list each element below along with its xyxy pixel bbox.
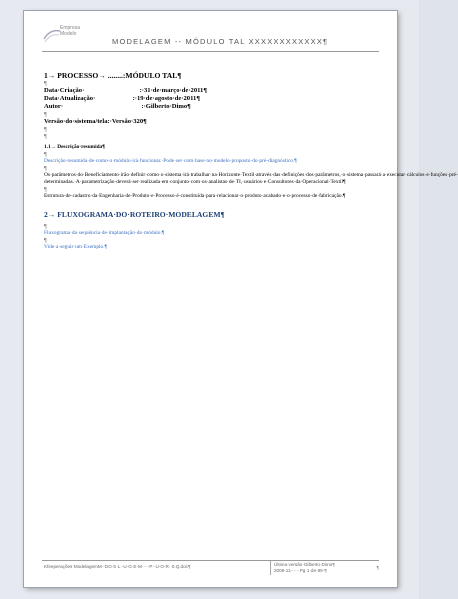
page-footer: [42, 560, 379, 575]
paragraph-mark: ¶: [44, 166, 47, 172]
page-header: [42, 23, 379, 52]
paragraph-mark: ¶: [44, 238, 47, 244]
versao-sistema: Versão·do·sistema/tela:·Versão·320¶: [44, 118, 147, 125]
data-criacao-label: Data·Criação·: [44, 87, 85, 94]
footer-paragraph-mark: ¶: [376, 565, 379, 570]
data-criacao-row: [44, 87, 384, 95]
section1-heading: 1→ PROCESSO→ ........:MÓDULO TAL¶: [44, 71, 182, 80]
paragraph-mark: ¶: [44, 81, 47, 87]
paragraph-mark: ¶: [44, 112, 47, 118]
footer-page-info: 2008-11-·····Pg·1·de·99·¶: [274, 568, 327, 573]
data-criacao-value: :·31·de·março·de·2011¶: [139, 87, 207, 94]
autor-value: :·Gilberto·Dimo¶: [141, 103, 191, 110]
document-body: [44, 71, 458, 251]
footer-last-version: Última·versão·Gilberto·Dimo¶: [274, 562, 335, 567]
paragraph-mark: ¶: [44, 224, 47, 230]
description-summary: Descrição·resumida·de·como·o·módulo·irá·funcionar.·Pode·ser·com·base·no·modelo·proposto·do·pré-diagnóstico.¶: [44, 158, 297, 164]
paragraph-mark: ¶: [44, 127, 47, 133]
header-title: MODELAGEM -- MÓDULO TAL XXXXXXXXXXXX¶: [112, 37, 329, 46]
footer-filename: Kfeeperações·ModelagemM··DO·S·L··U·G·E·M·····P··U·O·R··0.Q.doc¶: [44, 564, 191, 569]
company-logo: [42, 23, 102, 49]
autor-label: Autor·: [44, 103, 64, 110]
example-note: Vide·a·seguir·um·Exemplo.¶: [44, 244, 108, 250]
section2-heading: 2→ FLUXOGRAMA·DO·ROTEIRO·MODELAGEM¶: [44, 210, 225, 219]
paragraph-mark: ¶: [44, 187, 47, 193]
paragraph-mark: ¶: [44, 152, 47, 158]
data-atualizacao-value: :·19·de·agosto·de·2011¶: [132, 95, 200, 102]
paragraph-mark: ¶: [44, 134, 47, 140]
company-name: Empresa Modelo: [60, 25, 81, 37]
autor-row: [44, 103, 384, 111]
data-atualizacao-row: [44, 95, 384, 103]
document-page: [24, 11, 458, 587]
parameters-paragraph: Os·parâmetros·do·Beneficiamento·irão·definir·como·o·sistema·irá·trabalhar·na·Horizonte·Textil·através·das·definições·dos·parâmetros,·o·sistema·passará·a·executar·cálculos·e·funções·pré-determinadas.·A·parametrização·deverá·ser·realizada·em·conjunto·com·os·analistas·de·TI,·usuários·e·Consultores·da·Operacional·Textil¶: [44, 172, 458, 185]
flowchart-description: Fluxograma·da·sequência·de·implantação·do·módulo.¶: [44, 230, 165, 236]
logo-swoosh-icon: [42, 25, 62, 45]
subsection-heading: 1.1→ Descrição·resumida¶: [44, 144, 106, 150]
structure-paragraph: Estrutura·de·cadastro·da·Engenharia·de·Produto·e·Processo·é·constituída·para·relacionar·o·produto·acabado·e·o·processo·de·fabricação.¶: [44, 193, 346, 199]
footer-divider: [270, 561, 271, 575]
data-atualizacao-label: Data·Atualização·: [44, 95, 96, 102]
